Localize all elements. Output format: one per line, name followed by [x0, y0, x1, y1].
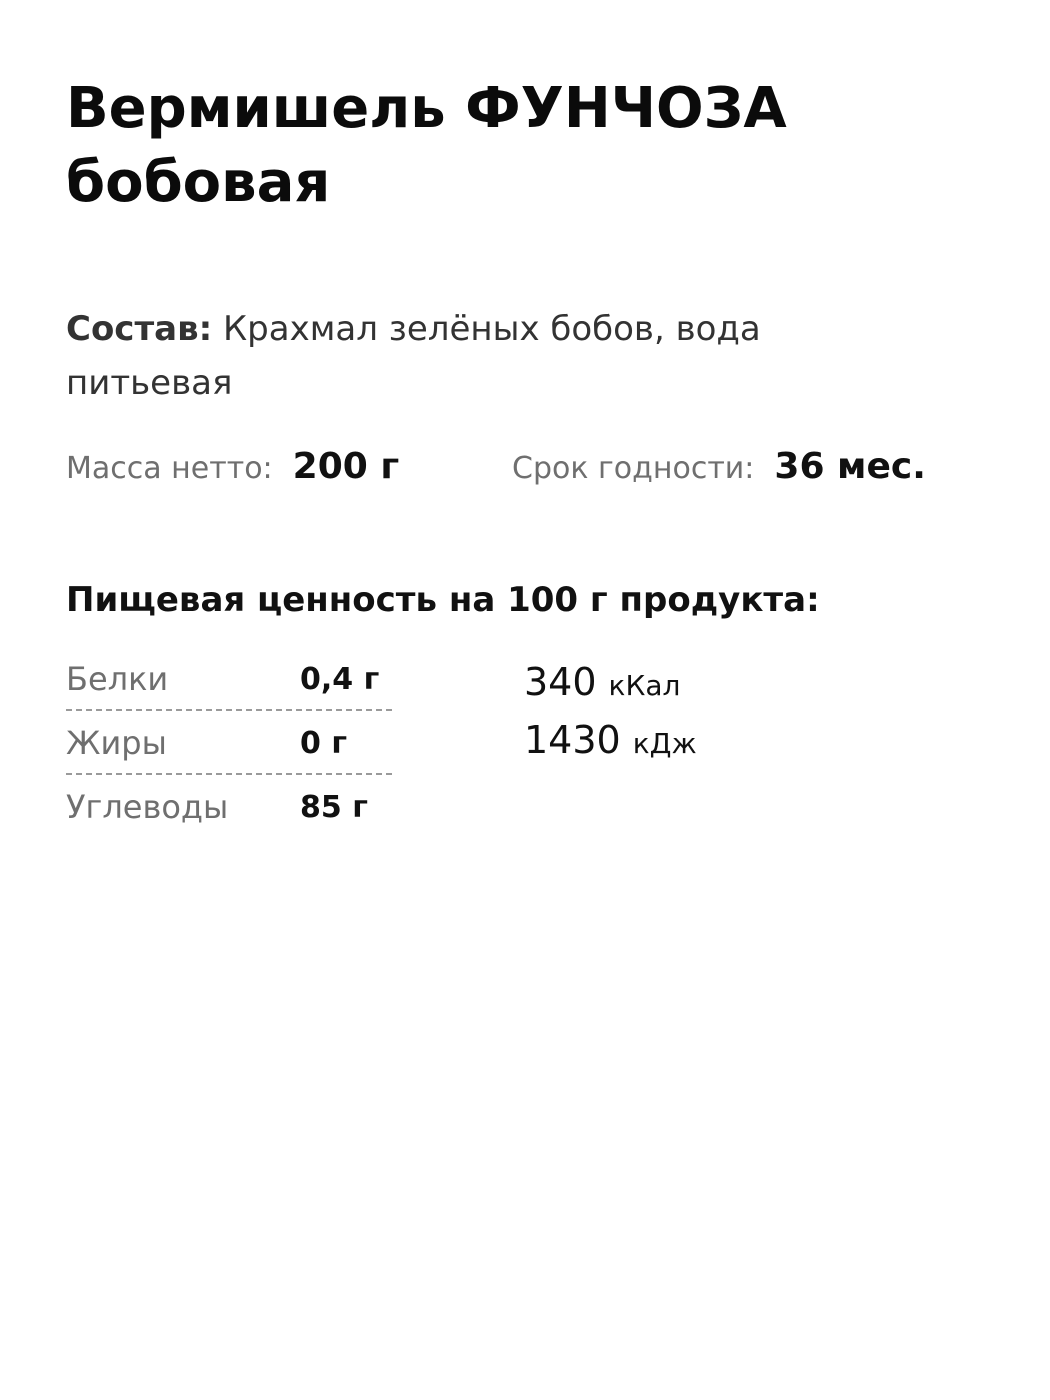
energy-value: 1430 [524, 718, 621, 762]
energy-kj [524, 718, 697, 776]
nutrients-table [66, 656, 392, 848]
energy-values [524, 660, 697, 776]
shelf-life-label: Срок годности: [512, 451, 755, 486]
energy-unit: кКал [608, 669, 681, 702]
page-title [66, 72, 966, 220]
title-line-1: Вермишель ФУНЧОЗА [66, 76, 787, 141]
nutrition-heading: Пищевая ценность на 100 г продукта: [66, 580, 820, 620]
nutrient-name: Жиры [66, 724, 167, 762]
net-weight [66, 446, 399, 494]
nutrient-value: 0 г [300, 726, 347, 761]
shelf-life-value: 36 мес. [774, 446, 926, 487]
nutrient-value: 85 г [300, 790, 368, 825]
nutrient-row-protein [66, 656, 392, 720]
composition-text: Крахмал зелёных бобов, вода питьевая [66, 309, 761, 403]
nutrient-row-fat [66, 720, 392, 784]
title-line-2: бобовая [66, 150, 331, 215]
composition [66, 302, 926, 410]
energy-value: 340 [524, 660, 597, 704]
nutrient-name: Белки [66, 660, 169, 698]
net-weight-label: Масса нетто: [66, 451, 273, 486]
energy-unit: кДж [632, 727, 697, 760]
nutrient-value: 0,4 г [300, 662, 380, 697]
energy-kcal [524, 660, 697, 718]
shelf-life [512, 446, 926, 494]
nutrient-name: Углеводы [66, 788, 229, 826]
nutrient-row-carbs [66, 784, 392, 848]
composition-label: Состав: [66, 309, 213, 349]
net-weight-value: 200 г [292, 446, 400, 487]
